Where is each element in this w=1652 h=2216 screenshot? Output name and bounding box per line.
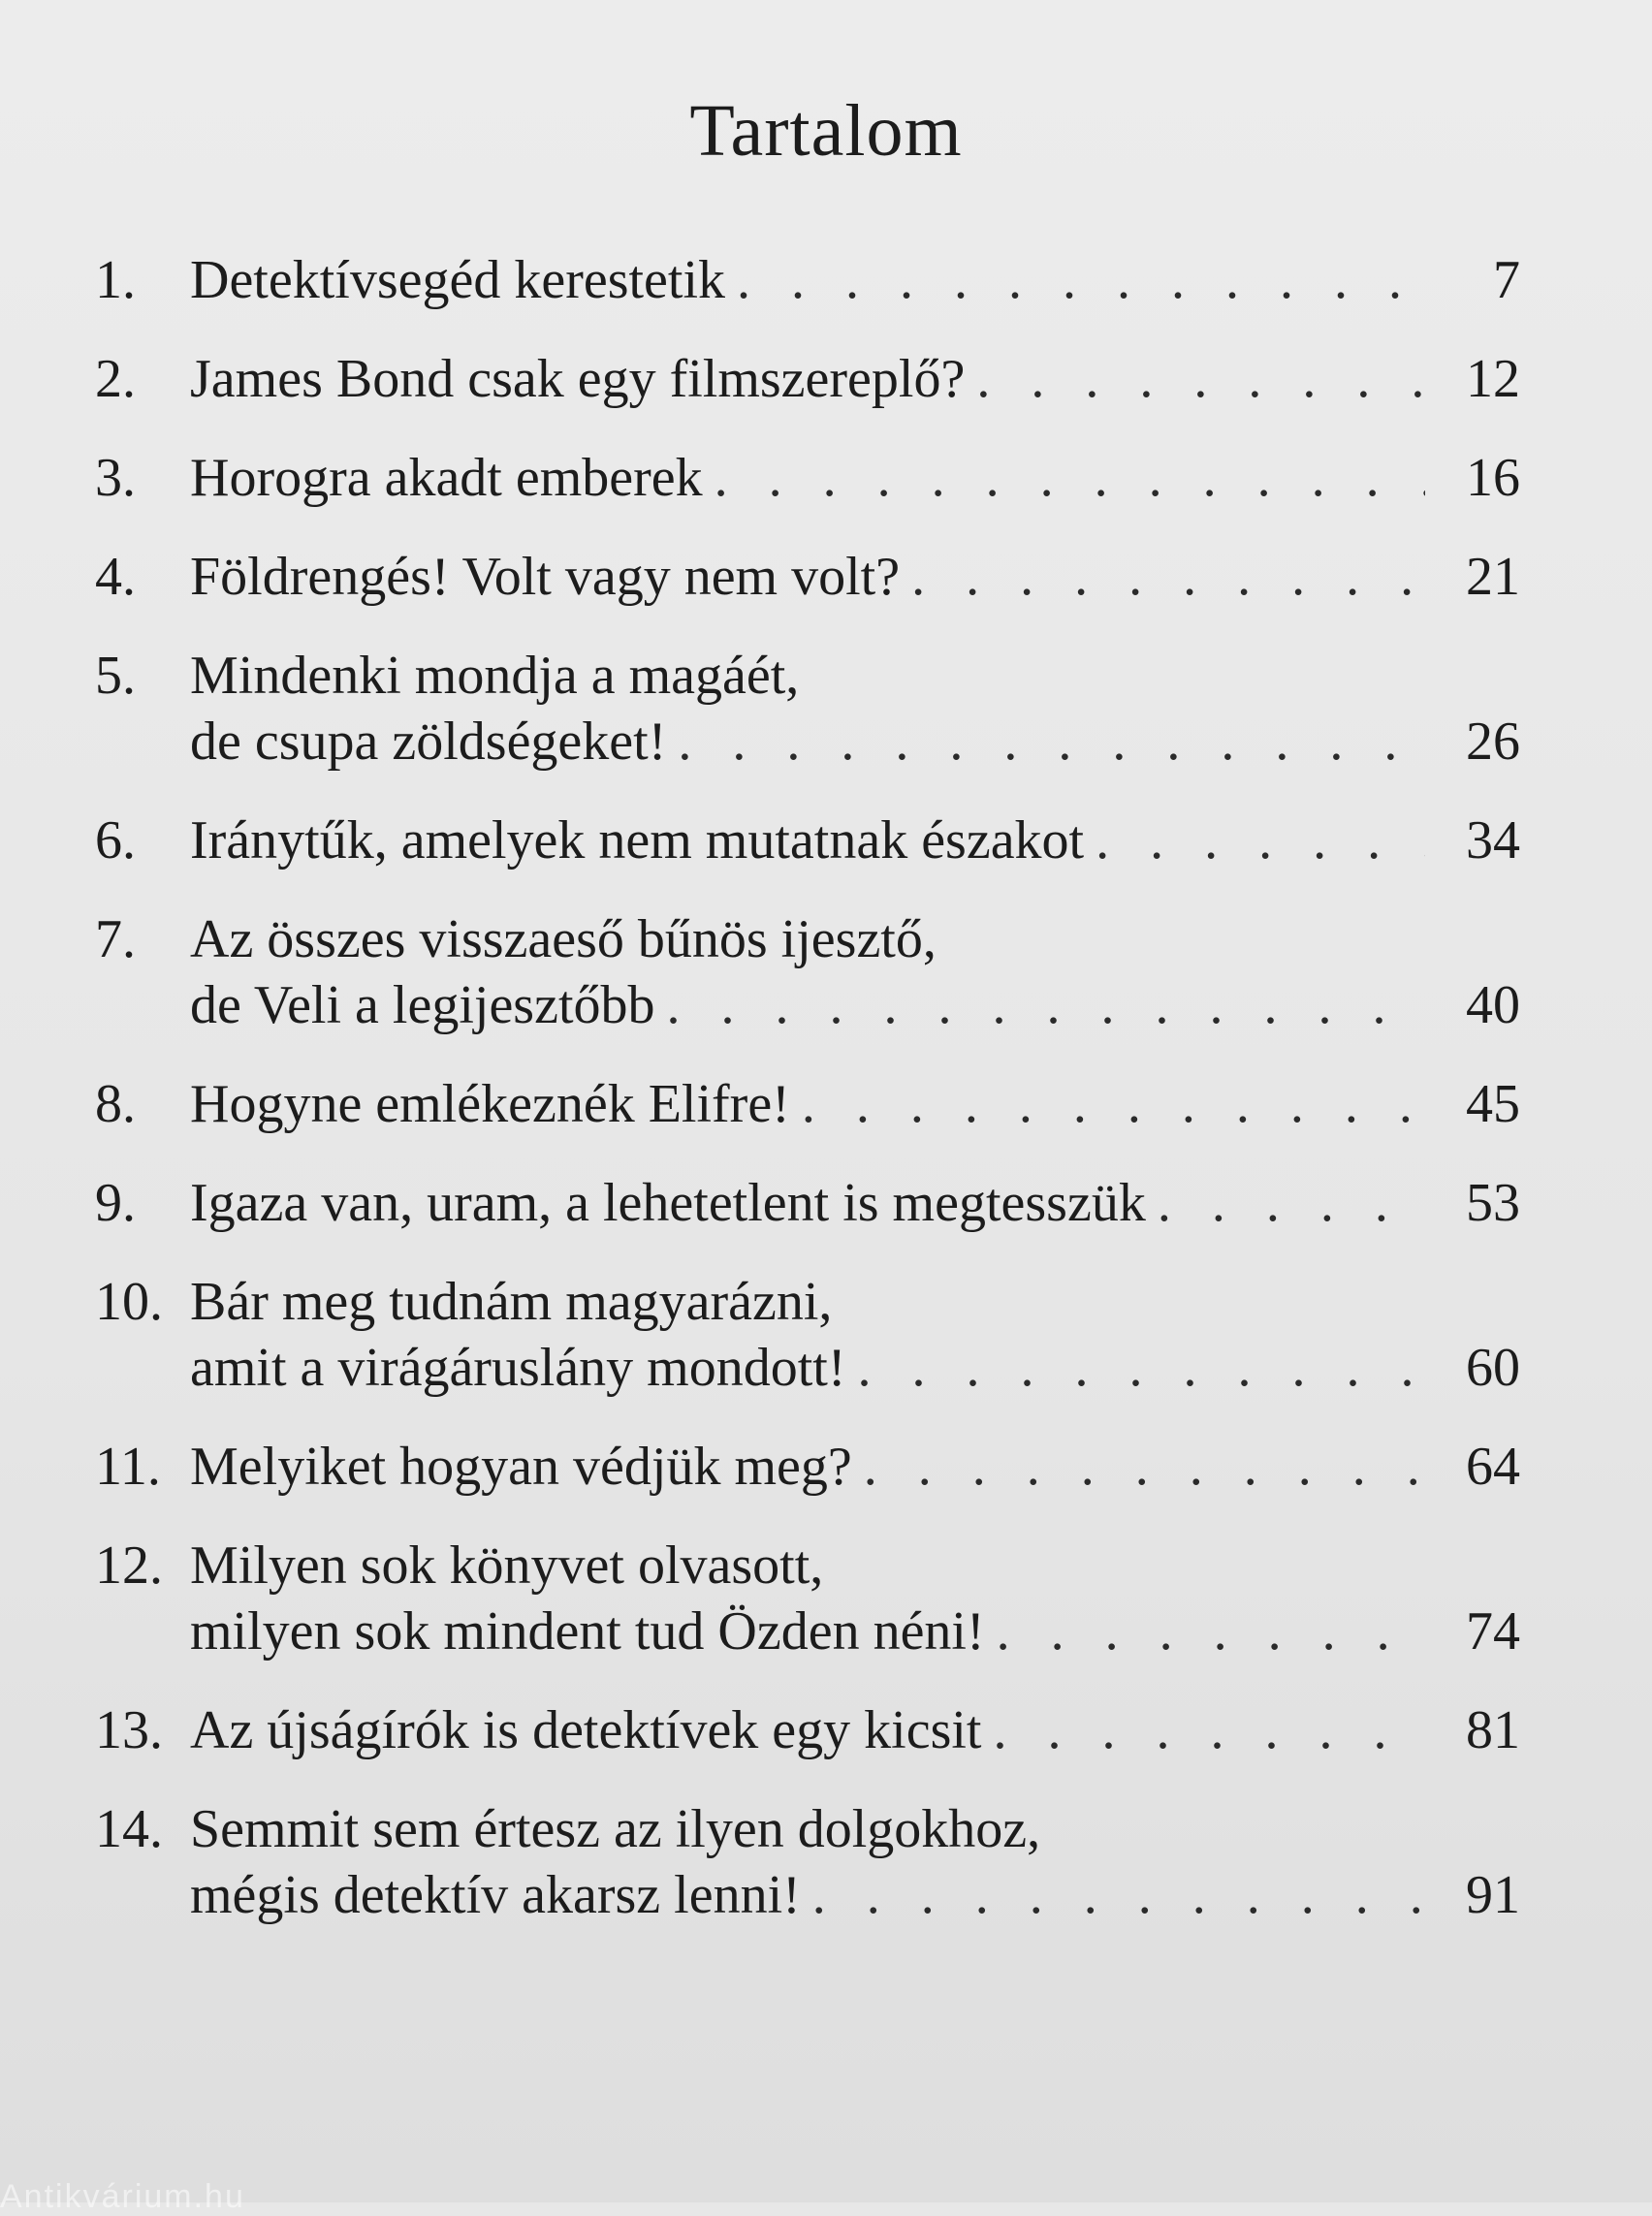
dot-leader bbox=[911, 544, 1425, 610]
toc-entry-line bbox=[190, 445, 1520, 511]
toc-entry-page-number: 34 bbox=[1466, 810, 1520, 871]
toc-entry-number: 4. bbox=[95, 547, 136, 607]
toc-entry-number: 9. bbox=[95, 1173, 136, 1233]
toc-entry-text bbox=[190, 1434, 1520, 1500]
dot-leader bbox=[857, 1335, 1425, 1401]
toc-entry-text bbox=[190, 643, 1520, 775]
toc-entry bbox=[95, 1796, 1520, 1928]
toc-entry-line bbox=[190, 1599, 1520, 1664]
toc-entry bbox=[95, 247, 1520, 313]
toc-entry-page-number: 45 bbox=[1466, 1074, 1520, 1134]
toc-entry bbox=[95, 346, 1520, 412]
dot-leader bbox=[737, 247, 1425, 313]
toc-entry-page-number: 40 bbox=[1466, 975, 1520, 1035]
toc-entry-text bbox=[190, 445, 1520, 511]
toc-entry-page-number: 64 bbox=[1466, 1437, 1520, 1497]
toc-entry-title: Földrengés! Volt vagy nem volt? bbox=[190, 547, 901, 607]
toc-entry-page-number: 26 bbox=[1466, 712, 1520, 772]
toc-entry bbox=[95, 1071, 1520, 1137]
toc-entry-number: 1. bbox=[95, 250, 136, 310]
toc-entry-title: Melyiket hogyan védjük meg? bbox=[190, 1437, 852, 1497]
toc-entry-number: 8. bbox=[95, 1074, 136, 1134]
dot-leader bbox=[864, 1434, 1425, 1500]
toc-entry-text bbox=[190, 247, 1520, 313]
toc-entry-title: Semmit sem értesz az ilyen dolgokhoz, bbox=[190, 1799, 1041, 1859]
dot-leader bbox=[1096, 807, 1425, 873]
toc-entry-line bbox=[190, 1071, 1520, 1137]
toc-entry-line bbox=[190, 1862, 1520, 1928]
toc-entry-line bbox=[190, 643, 1520, 709]
toc-entry-line bbox=[190, 346, 1520, 412]
toc-entry-number: 11. bbox=[95, 1437, 161, 1497]
toc-entry-text bbox=[190, 906, 1520, 1038]
dot-leader bbox=[667, 972, 1426, 1038]
toc-entry-page-number: 74 bbox=[1466, 1601, 1520, 1662]
toc-entry-title: Bár meg tudnám magyarázni, bbox=[190, 1272, 833, 1332]
toc-entry bbox=[95, 544, 1520, 610]
toc-entry-title: de Veli a legijesztőbb bbox=[190, 975, 655, 1035]
toc-entry-line bbox=[190, 972, 1520, 1038]
dot-leader bbox=[976, 346, 1425, 412]
dot-leader bbox=[997, 1599, 1425, 1664]
toc-entry bbox=[95, 1697, 1520, 1763]
toc-entry-title: Az újságírók is detektívek egy kicsit bbox=[190, 1700, 982, 1760]
dot-leader bbox=[715, 445, 1425, 511]
toc-entry-title: Milyen sok könyvet olvasott, bbox=[190, 1535, 824, 1596]
toc-entry-number: 10. bbox=[95, 1272, 163, 1332]
toc-entry bbox=[95, 807, 1520, 873]
toc-entry-line bbox=[190, 1335, 1520, 1401]
dot-leader bbox=[802, 1071, 1425, 1137]
toc-entry-line bbox=[190, 1269, 1520, 1335]
toc-entry-page-number: 16 bbox=[1466, 448, 1520, 508]
toc-entry-line bbox=[190, 247, 1520, 313]
toc-entry-page-number: 60 bbox=[1466, 1338, 1520, 1398]
toc-entry-title: Igaza van, uram, a lehetetlent is megtesszük bbox=[190, 1173, 1146, 1233]
toc-entry-line bbox=[190, 544, 1520, 610]
watermark: Antikvárium.hu bbox=[0, 2178, 245, 2215]
toc-entry-title: mégis detektív akarsz lenni! bbox=[190, 1865, 801, 1925]
toc-entry-line bbox=[190, 1796, 1520, 1862]
toc-entry-title: amit a virágáruslány mondott! bbox=[190, 1338, 846, 1398]
toc-entry-page-number: 7 bbox=[1493, 250, 1520, 310]
toc-entry-line bbox=[190, 709, 1520, 775]
toc-entry-number: 2. bbox=[95, 349, 136, 409]
dot-leader bbox=[812, 1862, 1425, 1928]
toc-entry-line bbox=[190, 1533, 1520, 1599]
toc-entry-number: 3. bbox=[95, 448, 136, 508]
toc-entry-line bbox=[190, 807, 1520, 873]
toc-entry-title: Horogra akadt emberek bbox=[190, 448, 703, 508]
toc-entry-page-number: 81 bbox=[1466, 1700, 1520, 1760]
toc-entry-number: 7. bbox=[95, 909, 136, 969]
toc-entry-page-number: 91 bbox=[1466, 1865, 1520, 1925]
toc-entry-text bbox=[190, 1697, 1520, 1763]
toc-entry-text bbox=[190, 807, 1520, 873]
toc-entry bbox=[95, 1533, 1520, 1664]
toc-entry bbox=[95, 906, 1520, 1038]
dot-leader bbox=[993, 1697, 1425, 1763]
toc-entry-number: 5. bbox=[95, 646, 136, 706]
toc-entry-line bbox=[190, 1697, 1520, 1763]
toc-entry-number: 12. bbox=[95, 1535, 163, 1596]
toc-entry-title: Detektívsegéd kerestetik bbox=[190, 250, 726, 310]
toc-entry-title: de csupa zöldségeket! bbox=[190, 712, 667, 772]
page-title: Tartalom bbox=[689, 90, 963, 172]
table-of-contents bbox=[95, 247, 1520, 1928]
toc-entry bbox=[95, 445, 1520, 511]
toc-entry-page-number: 21 bbox=[1466, 547, 1520, 607]
toc-entry-text bbox=[190, 1269, 1520, 1401]
toc-entry-page-number: 53 bbox=[1466, 1173, 1520, 1233]
toc-entry-title: Hogyne emlékeznék Elifre! bbox=[190, 1074, 790, 1134]
toc-entry-title: Az összes visszaeső bűnös ijesztő, bbox=[190, 909, 937, 969]
toc-entry-text bbox=[190, 346, 1520, 412]
toc-entry-number: 6. bbox=[95, 810, 136, 871]
toc-entry-text bbox=[190, 1071, 1520, 1137]
toc-entry-text bbox=[190, 544, 1520, 610]
toc-entry-text bbox=[190, 1533, 1520, 1664]
toc-entry-text bbox=[190, 1796, 1520, 1928]
dot-leader bbox=[678, 709, 1425, 775]
toc-entry bbox=[95, 1434, 1520, 1500]
toc-entry-number: 14. bbox=[95, 1799, 163, 1859]
toc-entry bbox=[95, 1170, 1520, 1236]
toc-entry-line bbox=[190, 1434, 1520, 1500]
dot-leader bbox=[1158, 1170, 1425, 1236]
toc-entry-line bbox=[190, 1170, 1520, 1236]
toc-entry-title: milyen sok mindent tud Özden néni! bbox=[190, 1601, 985, 1662]
toc-entry bbox=[95, 643, 1520, 775]
toc-entry-title: James Bond csak egy filmszereplő? bbox=[190, 349, 966, 409]
toc-entry-title: Mindenki mondja a magáét, bbox=[190, 646, 800, 706]
toc-entry-number: 13. bbox=[95, 1700, 163, 1760]
toc-entry-text bbox=[190, 1170, 1520, 1236]
toc-entry-line bbox=[190, 906, 1520, 972]
toc-entry-page-number: 12 bbox=[1466, 349, 1520, 409]
toc-entry bbox=[95, 1269, 1520, 1401]
toc-entry-title: Iránytűk, amelyek nem mutatnak északot bbox=[190, 810, 1085, 871]
